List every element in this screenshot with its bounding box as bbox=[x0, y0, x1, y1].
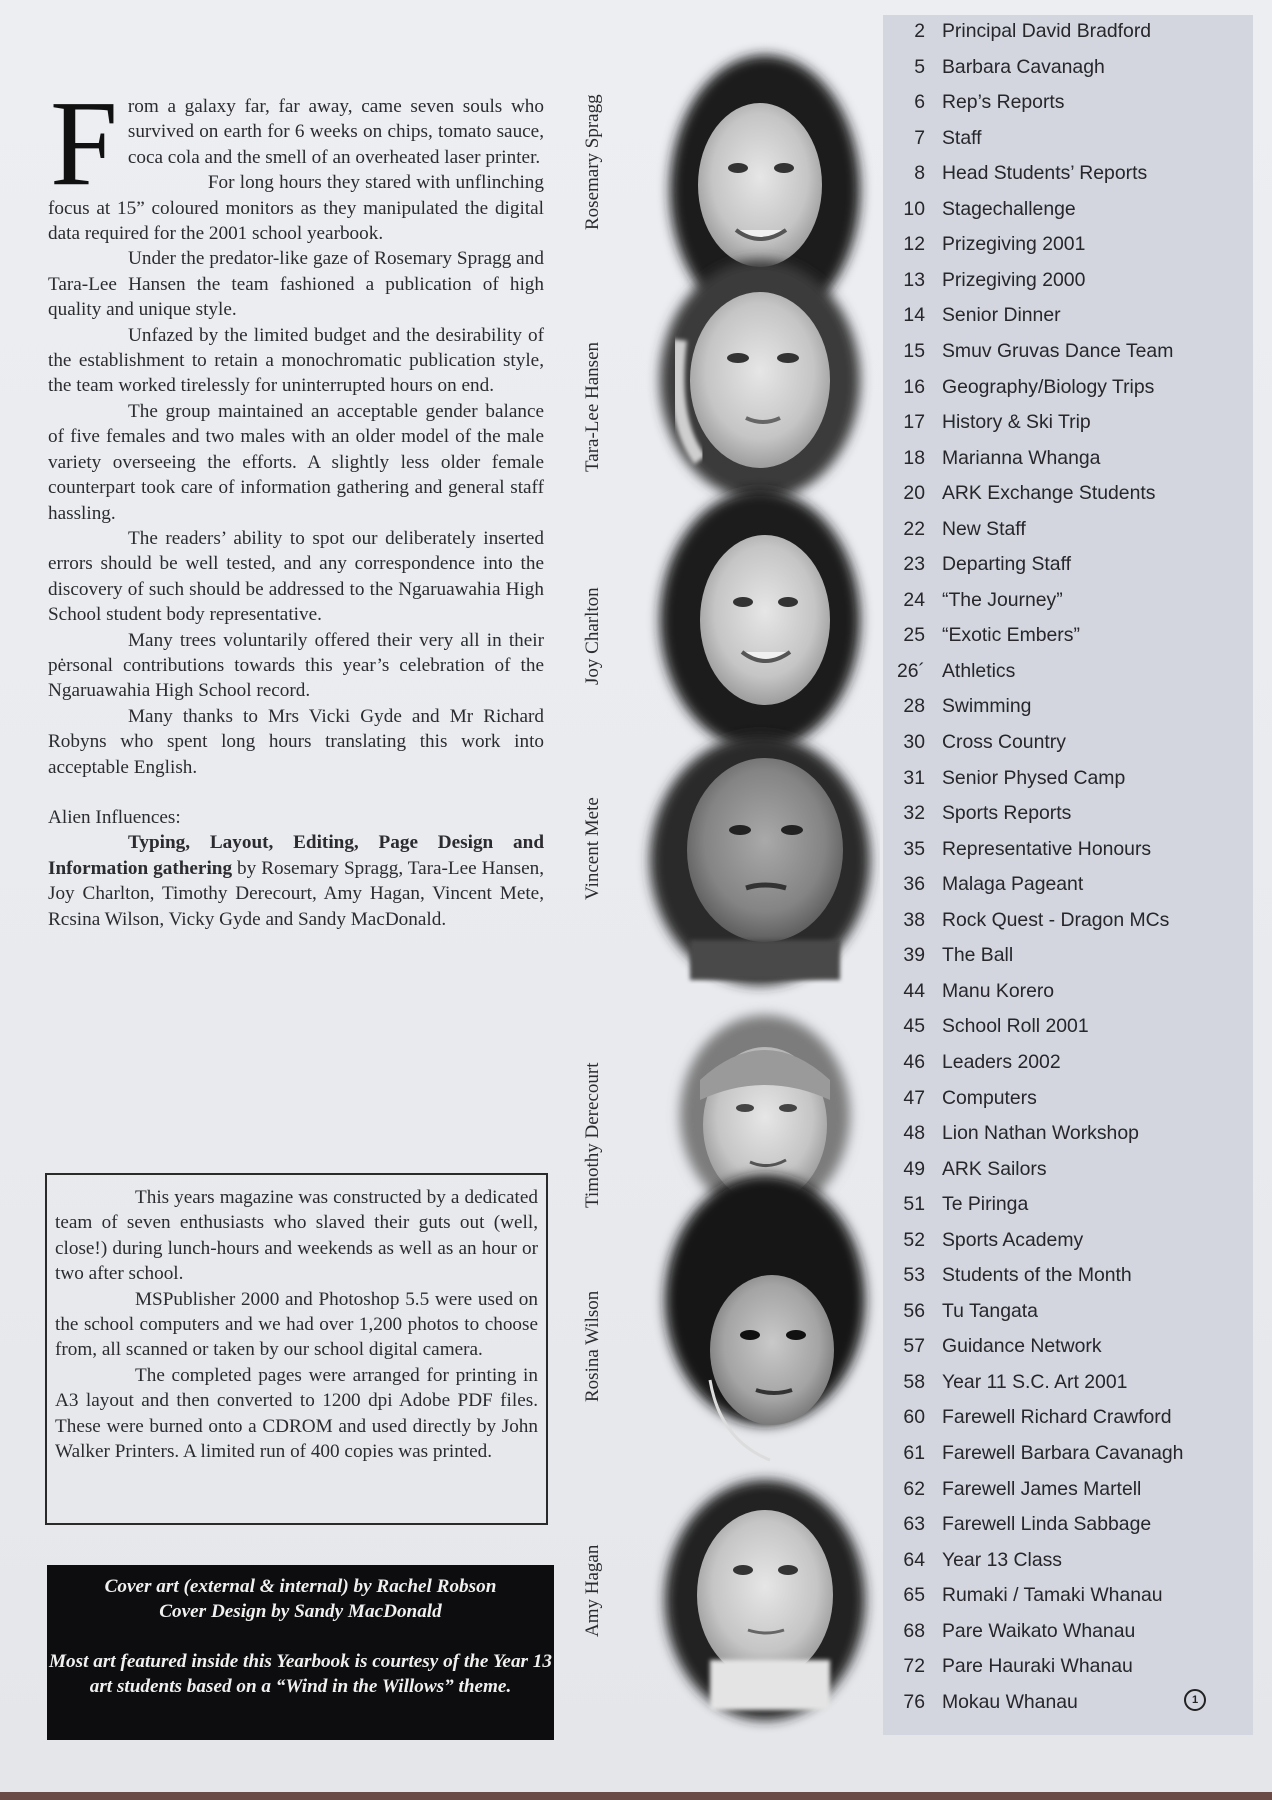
contents-page-number: 23 bbox=[903, 553, 925, 576]
contents-entry[interactable] bbox=[883, 56, 1253, 88]
contents-title: Sports Academy bbox=[942, 1228, 1084, 1251]
contents-entry[interactable] bbox=[883, 162, 1253, 194]
intro-paragraph: The readers’ ability to spot our deliberately inserted errors should be well tested, and any correspondence into the discovery of such should be addressed to the Ngaruawahia High School student body representative. bbox=[48, 527, 544, 626]
contents-title: New Staff bbox=[942, 517, 1026, 540]
contents-title: Departing Staff bbox=[942, 553, 1071, 576]
credits-roles: Typing, Layout, Editing, Page Design and Information gathering bbox=[48, 832, 544, 879]
contents-page-number: 68 bbox=[903, 1619, 925, 1642]
contents-title: Smuv Gruvas Dance Team bbox=[942, 339, 1174, 362]
name-label-joy-charlton: Joy Charlton bbox=[582, 587, 603, 685]
contents-title: Lion Nathan Workshop bbox=[942, 1122, 1139, 1145]
contents-title: Principal David Bradford bbox=[942, 20, 1152, 42]
contents-entry[interactable] bbox=[883, 1442, 1253, 1474]
name-label-rosemary-spragg: Rosemary Spragg bbox=[582, 94, 603, 230]
contents-page-number: 2 bbox=[914, 20, 925, 42]
contents-page-number: 32 bbox=[903, 802, 925, 825]
contents-entry[interactable] bbox=[883, 1371, 1253, 1403]
contents-title: Geography/Biology Trips bbox=[942, 375, 1155, 398]
contents-title: Mokau Whanau bbox=[942, 1690, 1078, 1713]
portrait-joy-charlton bbox=[660, 490, 860, 750]
contents-title: Rep’s Reports bbox=[942, 91, 1065, 114]
cover-art-credit: Cover art (external & internal) by Rachel Robson bbox=[104, 1576, 497, 1597]
page-bottom-edge bbox=[0, 1792, 1272, 1800]
contents-title: Guidance Network bbox=[942, 1335, 1102, 1358]
contents-page-number: 13 bbox=[903, 268, 925, 291]
contents-page-number: 22 bbox=[903, 517, 925, 540]
contents-title: Senior Dinner bbox=[942, 304, 1061, 327]
contents-entry[interactable] bbox=[883, 340, 1253, 372]
contents-page-number: 39 bbox=[903, 944, 925, 967]
production-paragraph: MSPublisher 2000 and Photoshop 5.5 were used on the school computers and we had over 1,200 photos to choose from, all scanned or taken by our school digital camera. bbox=[55, 1288, 538, 1361]
contents-page-number: 30 bbox=[903, 731, 925, 753]
contents-entry[interactable] bbox=[883, 624, 1253, 656]
contents-title: Farewell Linda Sabbage bbox=[942, 1513, 1152, 1536]
contents-page-number: 36 bbox=[903, 873, 925, 896]
contents-title: Farewell James Martell bbox=[942, 1477, 1142, 1500]
team-photo-strip bbox=[560, 40, 880, 1740]
contents-entry[interactable] bbox=[883, 1264, 1253, 1296]
contents-entry[interactable] bbox=[883, 1122, 1253, 1154]
contents-title: “The Journey” bbox=[942, 588, 1063, 611]
contents-entry[interactable] bbox=[883, 1229, 1253, 1261]
contents-title: Farewell Barbara Cavanagh bbox=[942, 1442, 1184, 1464]
contents-title: Students of the Month bbox=[942, 1264, 1132, 1287]
contents-page-number: 31 bbox=[903, 766, 925, 789]
contents-page-number: 63 bbox=[903, 1513, 925, 1536]
contents-title: Malaga Pageant bbox=[942, 873, 1084, 896]
contents-title: Year 13 Class bbox=[942, 1548, 1063, 1571]
name-label-rosina-wilson: Rosina Wilson bbox=[582, 1290, 603, 1402]
contents-entry[interactable] bbox=[883, 695, 1253, 727]
contents-page-number: 24 bbox=[903, 588, 925, 611]
contents-entry[interactable] bbox=[883, 411, 1253, 443]
contents-page-number: 62 bbox=[903, 1477, 925, 1500]
contents-entry[interactable] bbox=[883, 838, 1253, 870]
contents-entry[interactable] bbox=[883, 198, 1253, 230]
production-notes-box bbox=[45, 1173, 548, 1525]
alien-influences-heading: Alien Influences: bbox=[48, 806, 181, 828]
contents-title: Staff bbox=[942, 126, 982, 149]
contents-entry[interactable] bbox=[883, 731, 1253, 763]
contents-entry[interactable] bbox=[883, 944, 1253, 976]
contents-page-number: 47 bbox=[903, 1086, 925, 1109]
contents-title: Manu Korero bbox=[942, 979, 1055, 1002]
contents-title: Pare Hauraki Whanau bbox=[942, 1655, 1133, 1678]
contents-title: Cross Country bbox=[942, 731, 1066, 753]
contents-page-number: 61 bbox=[903, 1442, 925, 1464]
portrait-collage bbox=[560, 40, 880, 1740]
table-of-contents bbox=[883, 15, 1253, 1735]
cover-art-credits-box bbox=[47, 1565, 554, 1740]
contents-page-number: 17 bbox=[903, 411, 925, 434]
contents-title: Leaders 2002 bbox=[942, 1050, 1061, 1073]
drop-cap: F bbox=[50, 76, 118, 211]
contents-entry[interactable] bbox=[883, 909, 1253, 941]
portrait-amy-hagan bbox=[665, 1480, 865, 1720]
contents-page-number: 14 bbox=[903, 304, 925, 327]
contents-entry[interactable] bbox=[883, 1406, 1253, 1438]
name-label-amy-hagan: Amy Hagan bbox=[582, 1544, 603, 1637]
contents-entry[interactable] bbox=[883, 447, 1253, 479]
contents-page-number: 46 bbox=[903, 1050, 925, 1073]
contents-page-number: 49 bbox=[903, 1157, 925, 1180]
contents-title: Prizegiving 2000 bbox=[942, 268, 1086, 291]
contents-entry[interactable] bbox=[883, 1478, 1253, 1510]
contents-page-number: 16 bbox=[903, 375, 925, 398]
contents-title: Computers bbox=[942, 1086, 1037, 1109]
contents-page-number: 35 bbox=[903, 837, 925, 860]
contents-page-number: 51 bbox=[903, 1193, 925, 1216]
page-number-badge: 1 bbox=[1184, 1689, 1206, 1711]
contents-page-number: 10 bbox=[903, 197, 925, 220]
contents-entry[interactable] bbox=[883, 1335, 1253, 1367]
contents-title: Pare Waikato Whanau bbox=[942, 1619, 1136, 1642]
contents-title: Athletics bbox=[942, 659, 1016, 682]
contents-entry[interactable] bbox=[883, 127, 1253, 159]
contents-title: Farewell Richard Crawford bbox=[942, 1406, 1172, 1429]
intro-paragraph-text: rom a galaxy far, far away, came seven souls who survived on earth for 6 weeks on chips, tomato sauce, coca cola and the smell of an overheated laser printer. bbox=[127, 96, 544, 168]
contents-page-number: 56 bbox=[903, 1299, 925, 1322]
contents-entry[interactable] bbox=[883, 233, 1253, 265]
contents-entry[interactable] bbox=[883, 376, 1253, 408]
intro-paragraph: Under the predator-like gaze of Rosemary Spragg and Tara-Lee Hansen the team fashioned a publication of high quality and unique style. bbox=[48, 248, 544, 321]
contents-entry[interactable] bbox=[883, 269, 1253, 301]
contents-title: Barbara Cavanagh bbox=[942, 55, 1105, 78]
name-label-vincent-mete: Vincent Mete bbox=[582, 797, 603, 900]
contents-entry[interactable] bbox=[883, 1655, 1253, 1687]
contents-title: Prizegiving 2001 bbox=[942, 233, 1086, 256]
contents-entry[interactable] bbox=[883, 980, 1253, 1012]
contents-page-number: 18 bbox=[903, 446, 925, 469]
contents-entry[interactable] bbox=[883, 553, 1253, 585]
contents-entry[interactable] bbox=[883, 1193, 1253, 1225]
production-paragraph: The completed pages were arranged for printing in A3 layout and then converted to 1200 dpi Adobe PDF files. These were burned onto a CDROM and used directly by John Walker Printers. A limited run of 400 copies was printed. bbox=[55, 1364, 538, 1463]
contents-page-number: 48 bbox=[903, 1122, 925, 1145]
contents-page-number: 7 bbox=[914, 126, 925, 149]
contents-page-number: 57 bbox=[903, 1335, 925, 1358]
name-label-timothy-derecourt: Timothy Derecourt bbox=[582, 1062, 603, 1208]
contents-entry[interactable] bbox=[883, 1087, 1253, 1119]
contents-entry[interactable] bbox=[883, 1584, 1253, 1616]
contents-title: Sports Reports bbox=[942, 802, 1072, 825]
contents-title: Marianna Whanga bbox=[942, 446, 1101, 469]
contents-title: Stagechallenge bbox=[942, 197, 1076, 220]
contents-page-number: 60 bbox=[903, 1406, 925, 1429]
contents-page-number: 76 bbox=[903, 1690, 925, 1713]
portrait-rosina-wilson bbox=[665, 1175, 865, 1460]
contents-page-number: 20 bbox=[903, 482, 925, 505]
contents-entry[interactable] bbox=[883, 767, 1253, 799]
contents-page-number: 64 bbox=[903, 1548, 925, 1571]
contents-page-number: 38 bbox=[903, 908, 925, 931]
contents-page-number: 26´ bbox=[896, 659, 925, 682]
contents-entry[interactable] bbox=[883, 873, 1253, 905]
production-paragraph: This years magazine was constructed by a dedicated team of seven enthusiasts who slaved their guts out (well, close!) during lunch-hours and weekends as well as an hour or two after school. bbox=[55, 1187, 538, 1285]
name-label-tara-lee-hansen: Tara-Lee Hansen bbox=[582, 341, 603, 472]
contents-title: History & Ski Trip bbox=[942, 411, 1091, 434]
credits-names: by Rosemary Spragg, Tara-Lee Hansen, Joy Charlton, Timothy Derecourt, Amy Hagan, Vincent Mete, Rcsina Wilson, Vicky Gyde and Sandy MacDonald. bbox=[48, 857, 544, 930]
contents-title: The Ball bbox=[942, 944, 1014, 967]
contents-title: Year 11 S.C. Art 2001 bbox=[942, 1370, 1128, 1393]
contents-title: Te Piringa bbox=[942, 1193, 1029, 1216]
contents-title: Rock Quest - Dragon MCs bbox=[942, 908, 1170, 931]
contents-page-number: 15 bbox=[903, 339, 925, 362]
contents-entry[interactable] bbox=[883, 1051, 1253, 1083]
portrait-vincent-mete bbox=[650, 735, 870, 985]
contents-entry[interactable] bbox=[883, 20, 1253, 52]
contents-page-number: 25 bbox=[903, 624, 925, 647]
contents-entry[interactable] bbox=[883, 91, 1253, 123]
contents-title: Rumaki / Tamaki Whanau bbox=[942, 1584, 1163, 1607]
contents-page-number: 52 bbox=[903, 1228, 925, 1251]
contents-entry[interactable] bbox=[883, 1158, 1253, 1190]
contents-page-number: 8 bbox=[914, 162, 925, 185]
contents-title: Tu Tangata bbox=[942, 1299, 1038, 1322]
contents-entry[interactable] bbox=[883, 518, 1253, 550]
contents-entry[interactable] bbox=[883, 482, 1253, 514]
contents-entry[interactable] bbox=[883, 802, 1253, 834]
contents-entry[interactable] bbox=[883, 1300, 1253, 1332]
contents-page-number: 45 bbox=[903, 1015, 925, 1038]
contents-title: Senior Physed Camp bbox=[942, 766, 1126, 789]
contents-title: “Exotic Embers” bbox=[942, 624, 1080, 647]
contents-page-number: 44 bbox=[903, 979, 925, 1002]
contents-page-number: 72 bbox=[903, 1655, 925, 1678]
contents-page-number: 28 bbox=[903, 695, 925, 718]
contents-entry[interactable] bbox=[883, 1513, 1253, 1545]
contents-title: ARK Sailors bbox=[942, 1157, 1047, 1180]
contents-page-number: 6 bbox=[914, 91, 925, 114]
intro-paragraph: Many trees voluntarily offered their very all in their pėrsonal contributions towards this year’s celebration of the Ngaruawahia High School record. bbox=[48, 629, 544, 702]
credits-paragraph bbox=[48, 830, 544, 932]
portrait-tara-lee-hansen bbox=[660, 260, 860, 500]
contents-entry[interactable] bbox=[883, 304, 1253, 336]
contents-page-number: 65 bbox=[903, 1584, 925, 1607]
intro-paragraph: Many thanks to Mrs Vicki Gyde and Mr Richard Robyns who spent long hours translating this work into acceptable English. bbox=[48, 705, 544, 778]
contents-title: Representative Honours bbox=[942, 837, 1152, 860]
contents-title: ARK Exchange Students bbox=[942, 482, 1156, 505]
contents-title: Head Students’ Reports bbox=[942, 162, 1148, 185]
contents-page-number: 53 bbox=[903, 1264, 925, 1287]
contents-page-number: 5 bbox=[914, 55, 925, 78]
contents-entry[interactable] bbox=[883, 589, 1253, 621]
intro-paragraph: The group maintained an acceptable gender balance of five females and two males with an older model of the male variety overseeing the efforts. A slightly less older female counterpart took care of information gathering and general staff hassling. bbox=[48, 400, 544, 524]
contents-entry[interactable] bbox=[883, 1620, 1253, 1652]
intro-article bbox=[48, 76, 544, 932]
contents-entry[interactable] bbox=[883, 1549, 1253, 1581]
contents-entry[interactable] bbox=[883, 1015, 1253, 1047]
contents-title: School Roll 2001 bbox=[942, 1015, 1089, 1038]
intro-paragraph: Unfazed by the limited budget and the desirability of the establishment to retain a monochromatic publication style, the team worked tirelessly for uninterrupted hours on end. bbox=[48, 324, 544, 397]
contents-page-number: 58 bbox=[903, 1370, 925, 1393]
art-courtesy-note: Most art featured inside this Yearbook is courtesy of the Year 13 art students based on a “Wind in the Willows” theme. bbox=[49, 1651, 552, 1697]
cover-design-credit: Cover Design by Sandy MacDonald bbox=[159, 1601, 442, 1622]
contents-entry[interactable] bbox=[883, 660, 1253, 692]
contents-title: Swimming bbox=[942, 695, 1032, 718]
intro-paragraph: For long hours they stared with unflinching focus at 15” coloured monitors as they manipulated the digital data required for the 2001 school yearbook. bbox=[48, 172, 544, 245]
contents-page-number: 12 bbox=[903, 233, 925, 256]
